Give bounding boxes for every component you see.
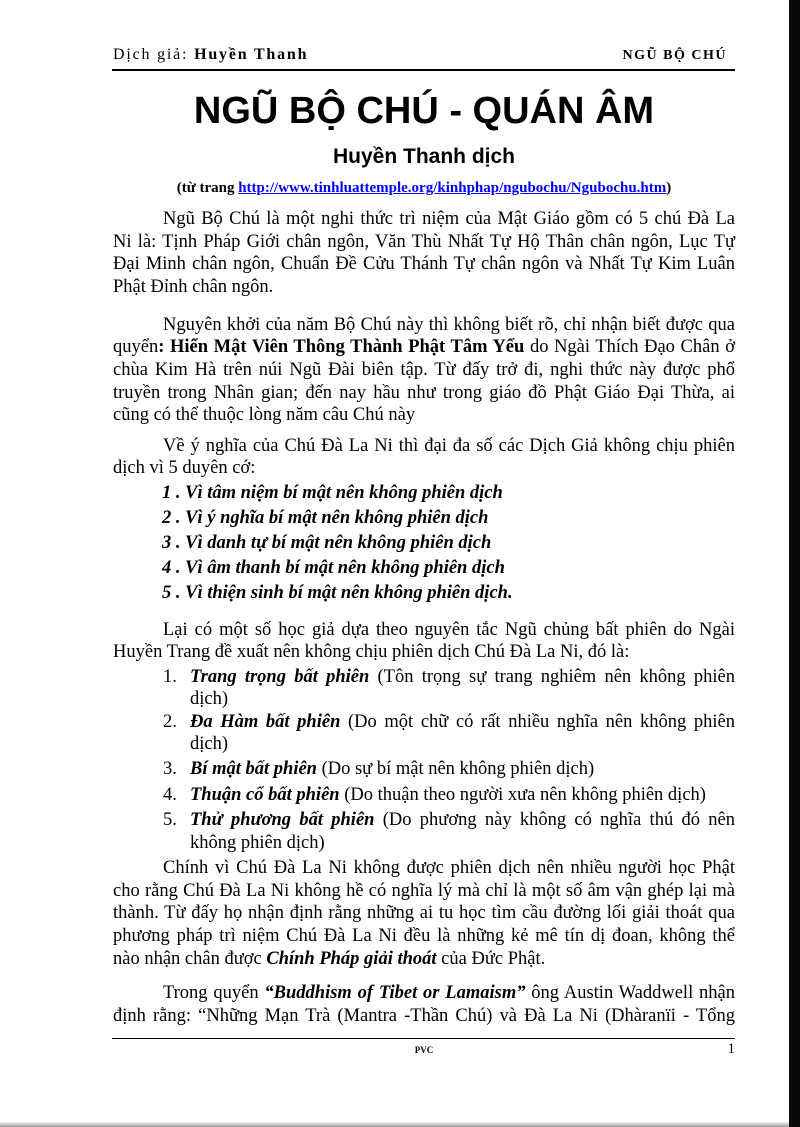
reason-item: 4 . Vì âm thanh bí mật nên không phiên dịch <box>162 558 505 578</box>
consequence-line: thành. Từ đấy họ nhận định rằng những ai tu học tìm cầu đường lối giải thoát qua <box>113 903 735 923</box>
principle-item <box>190 784 735 806</box>
page-edge-shadow <box>789 0 800 1127</box>
page-number: 1 <box>727 1041 735 1057</box>
principle-item <box>190 666 735 688</box>
source-suffix: ) <box>666 180 672 196</box>
origin-line: chùa Kim Hà trên núi Ngũ Đài biên tập. Từ đấy trở đi, nghi thức này được phổ <box>113 360 735 380</box>
intro-line: Đại Minh chân ngôn, Chuẩn Đề Cửu Thánh Tự chân ngôn và Nhất Tự Kim Luân <box>113 254 735 274</box>
waddell-line: định rằng: “Những Mạn Trà (Mantra -Thần Chú) và Đà La Ni (Dhàranïi - Tổng <box>113 1006 735 1026</box>
emphasis-term: Chính Pháp giải thoát <box>266 949 437 969</box>
source-line <box>113 179 735 197</box>
principle-term: Đa Hàm bất phiên <box>190 712 341 732</box>
consequence-text: của Đức Phật. <box>436 949 546 969</box>
reason-item: 3 . Vì danh tự bí mật nên không phiên dịch <box>162 533 492 553</box>
principle-desc: (Do phương này không có nghĩa thú đó nên <box>374 810 735 830</box>
consequence-line: phương pháp trì niệm Chú Đà La Ni đều là những kẻ mê tín dị đoan, không thể <box>113 926 735 946</box>
principle-number: 2. <box>163 712 177 732</box>
principle-desc-continued: dịch) <box>190 734 229 754</box>
page-edge-bottom <box>0 1122 789 1127</box>
reason-item: 5 . Vì thiện sinh bí mật nên không phiên dịch. <box>162 583 513 603</box>
waddell-text: ông Austin Waddwell nhận <box>525 983 735 1003</box>
document-subtitle: Huyền Thanh dịch <box>332 145 515 168</box>
footer-divider <box>112 1038 735 1039</box>
principle-term: Thuận cổ bất phiên <box>190 785 340 805</box>
principle-term: Trang trọng bất phiên <box>190 667 370 687</box>
intro-line: Phật Đỉnh chân ngôn. <box>113 277 274 297</box>
origin-line <box>113 336 735 358</box>
reason-item: 1 . Vì tâm niệm bí mật nên không phiên dịch <box>162 483 503 503</box>
consequence-line: Chính vì Chú Đà La Ni không được phiên dịch nên nhiều người học Phật <box>163 858 735 878</box>
translator-label: Dịch giả: <box>113 46 189 63</box>
principles-line: Huyền Trang đề xuất nên không chịu phiên dịch Chú Đà La Ni, đó là: <box>113 642 630 662</box>
principle-desc-continued: không phiên dịch) <box>190 833 325 853</box>
book-title: “Buddhism of Tibet or Lamaism” <box>264 983 526 1003</box>
origin-line: Nguyên khởi của năm Bộ Chú này thì không biết rõ, chỉ nhận biết được qua <box>163 315 735 335</box>
principle-desc: (Do sự bí mật nên không phiên dịch) <box>316 759 595 779</box>
origin-text: do Ngài Thích Đạo Chân ở <box>524 337 735 357</box>
running-header-title: NGŨ BỘ CHÚ <box>622 48 727 63</box>
meaning-line: Về ý nghĩa của Chú Đà La Ni thì đại đa số các Dịch Giả không chịu phiên <box>163 436 735 456</box>
source-prefix: (từ trang <box>176 180 235 196</box>
principle-number: 5. <box>163 810 177 830</box>
principle-item <box>190 809 735 831</box>
origin-line: cũng có thể thuộc lòng năm câu Chú này <box>113 405 416 425</box>
principle-desc: (Do thuận theo người xưa nên không phiên dịch) <box>339 785 706 805</box>
principles-line: Lại có một số học giả dựa theo nguyên tắc Ngũ chủng bất phiên do Ngài <box>163 620 735 640</box>
book-title: : Hiển Mật Viên Thông Thành Phật Tâm Yếu <box>158 337 525 357</box>
principle-item <box>190 758 735 780</box>
running-header-translator <box>113 45 308 65</box>
origin-line: truyền trong Nhân gian; đến nay hầu như trong giáo đồ Phật Giáo Đại Thừa, ai <box>113 383 735 403</box>
consequence-line <box>113 948 735 970</box>
header-divider <box>112 69 735 71</box>
principle-desc-continued: dịch) <box>190 689 229 709</box>
waddell-text: Trong quyển <box>163 983 265 1003</box>
principle-desc: (Tôn trọng sự trang nghiêm nên không phiên <box>369 667 735 687</box>
meaning-line: dịch vì 5 duyên cớ: <box>113 458 256 478</box>
waddell-line <box>163 982 735 1004</box>
document-title: NGŨ BỘ CHÚ - QUÁN ÂM <box>193 90 655 132</box>
principle-term: Thử phương bất phiên <box>190 810 375 830</box>
source-link[interactable]: http://www.tinhluattemple.org/kinhphap/ngubochu/Ngubochu.htm <box>238 180 667 196</box>
principle-number: 3. <box>163 759 177 779</box>
origin-text: quyển <box>113 337 159 357</box>
intro-line: Ngũ Bộ Chú là một nghi thức trì niệm của Mật Giáo gồm có 5 chú Đà La <box>163 209 735 229</box>
principle-desc: (Do một chữ có rất nhiều nghĩa nên không phiên <box>340 712 735 732</box>
reason-item: 2 . Vì ý nghĩa bí mật nên không phiên dịch <box>162 508 489 528</box>
principle-item <box>190 711 735 733</box>
principle-term: Bí mật bất phiên <box>190 759 317 779</box>
principle-number: 4. <box>163 785 177 805</box>
consequence-line: cho rằng Chú Đà La Ni không hề có nghĩa lý mà chỉ là một số âm vận ghép lại mà <box>113 881 735 901</box>
footer-initials: PVC <box>414 1045 434 1055</box>
consequence-text: nào nhận chân được <box>113 949 267 969</box>
translator-name: Huyền Thanh <box>194 46 309 63</box>
principle-number: 1. <box>163 667 177 687</box>
intro-line: Ni là: Tịnh Pháp Giới chân ngôn, Văn Thù Nhất Tự Hộ Thân chân ngôn, Lục Tự <box>113 232 735 252</box>
